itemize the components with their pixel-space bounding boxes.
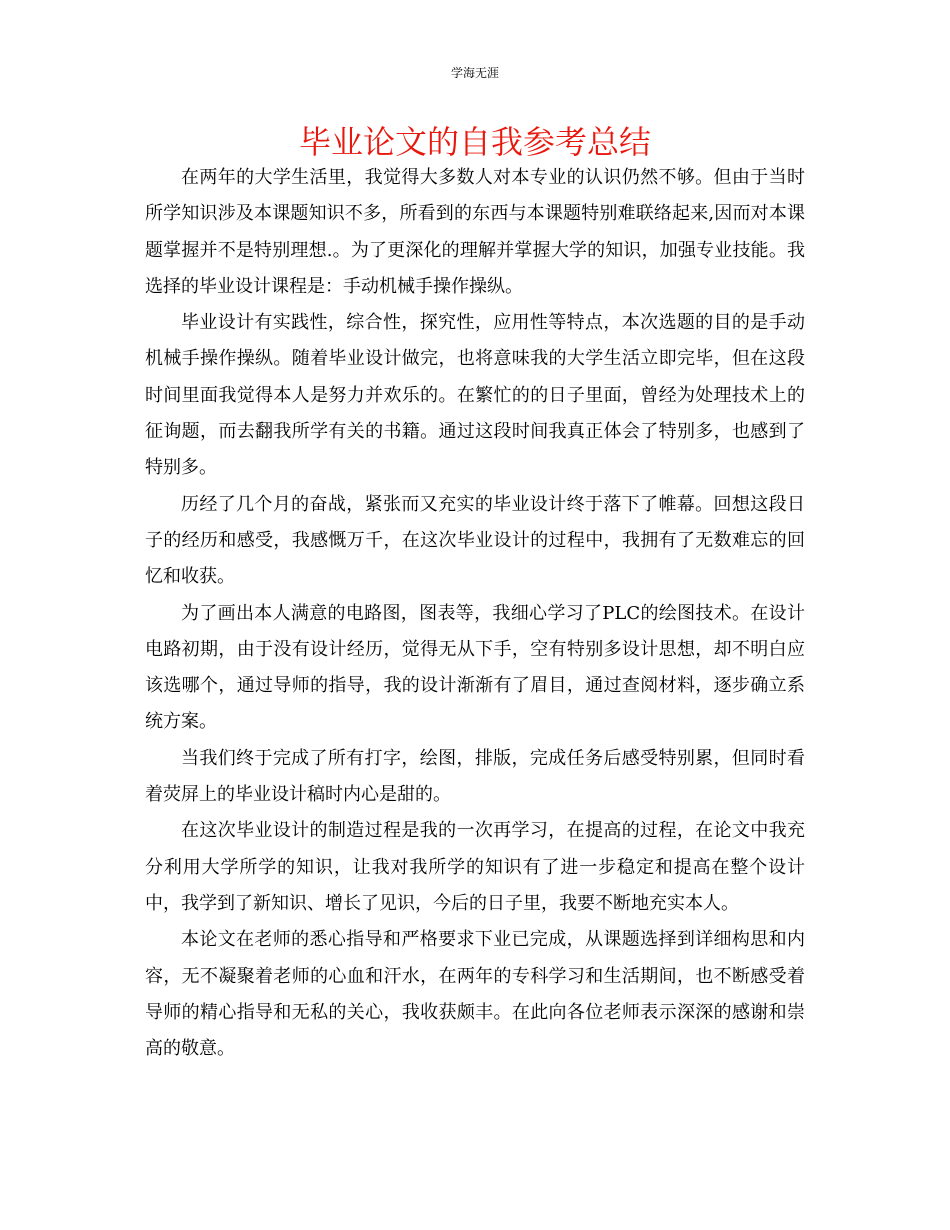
document-title: 毕业论文的自我参考总结 bbox=[298, 123, 651, 161]
paragraph: 在两年的大学生活里，我觉得大多数人对本专业的认识仍然不够。但由于当时所学知识涉及本课题知识不多，所看到的东西与本课题特别难联络起来,因而对本课题掌握并不是特别理想.。为了更深化的理解并掌握大学的知识，加强专业技能。我选择的毕业设计课程是：手动机械手操作操纵。 bbox=[145, 167, 805, 297]
paragraph: 历经了几个月的奋战，紧张而又充实的毕业设计终于落下了帷幕。回想这段日子的经历和感受，我感慨万千，在这次毕业设计的过程中，我拥有了无数难忘的回忆和收获。 bbox=[145, 493, 805, 588]
paragraph: 为了画出本人满意的电路图，图表等，我细心学习了PLC的绘图技术。在设计电路初期，由于没有设计经历，觉得无从下手，空有特别多设计思想，却不明白应该选哪个，通过导师的指导，我的设计渐渐有了眉目，通过查阅材料，逐步确立系统方案。 bbox=[145, 602, 805, 733]
paragraph: 本论文在老师的悉心指导和严格要求下业已完成，从课题选择到详细构思和内容，无不凝聚着老师的心血和汗水，在两年的专科学习和生活期间，也不断感受着导师的精心指导和无私的关心，我收获颇丰。在此向各位老师表示深深的感谢和崇高的敬意。 bbox=[145, 929, 805, 1060]
paragraph: 在这次毕业设计的制造过程是我的一次再学习，在提高的过程，在论文中我充分利用大学所学的知识，让我对我所学的知识有了进一步稳定和提高在整个设计中，我学到了新知识、增长了见识，今后的日子里，我要不断地充实本人。 bbox=[145, 820, 805, 914]
paragraph: 当我们终于完成了所有打字，绘图，排版，完成任务后感受特别累，但同时看着荧屏上的毕业设计稿时内心是甜的。 bbox=[145, 747, 805, 806]
paragraph: 毕业设计有实践性，综合性，探究性，应用性等特点，本次选题的目的是手动机械手操作操纵。随着毕业设计做完，也将意味我的大学生活立即完毕，但在这段时间里面我觉得本人是努力并欢乐的。在繁忙的的日子里面，曾经为处理技术上的征询题，而去翻我所学有关的书籍。通过这段时间我真正体会了特别多，也感到了特别多。 bbox=[145, 312, 805, 479]
document-body bbox=[145, 160, 805, 1067]
page-header: 学海无涯 bbox=[450, 66, 499, 80]
